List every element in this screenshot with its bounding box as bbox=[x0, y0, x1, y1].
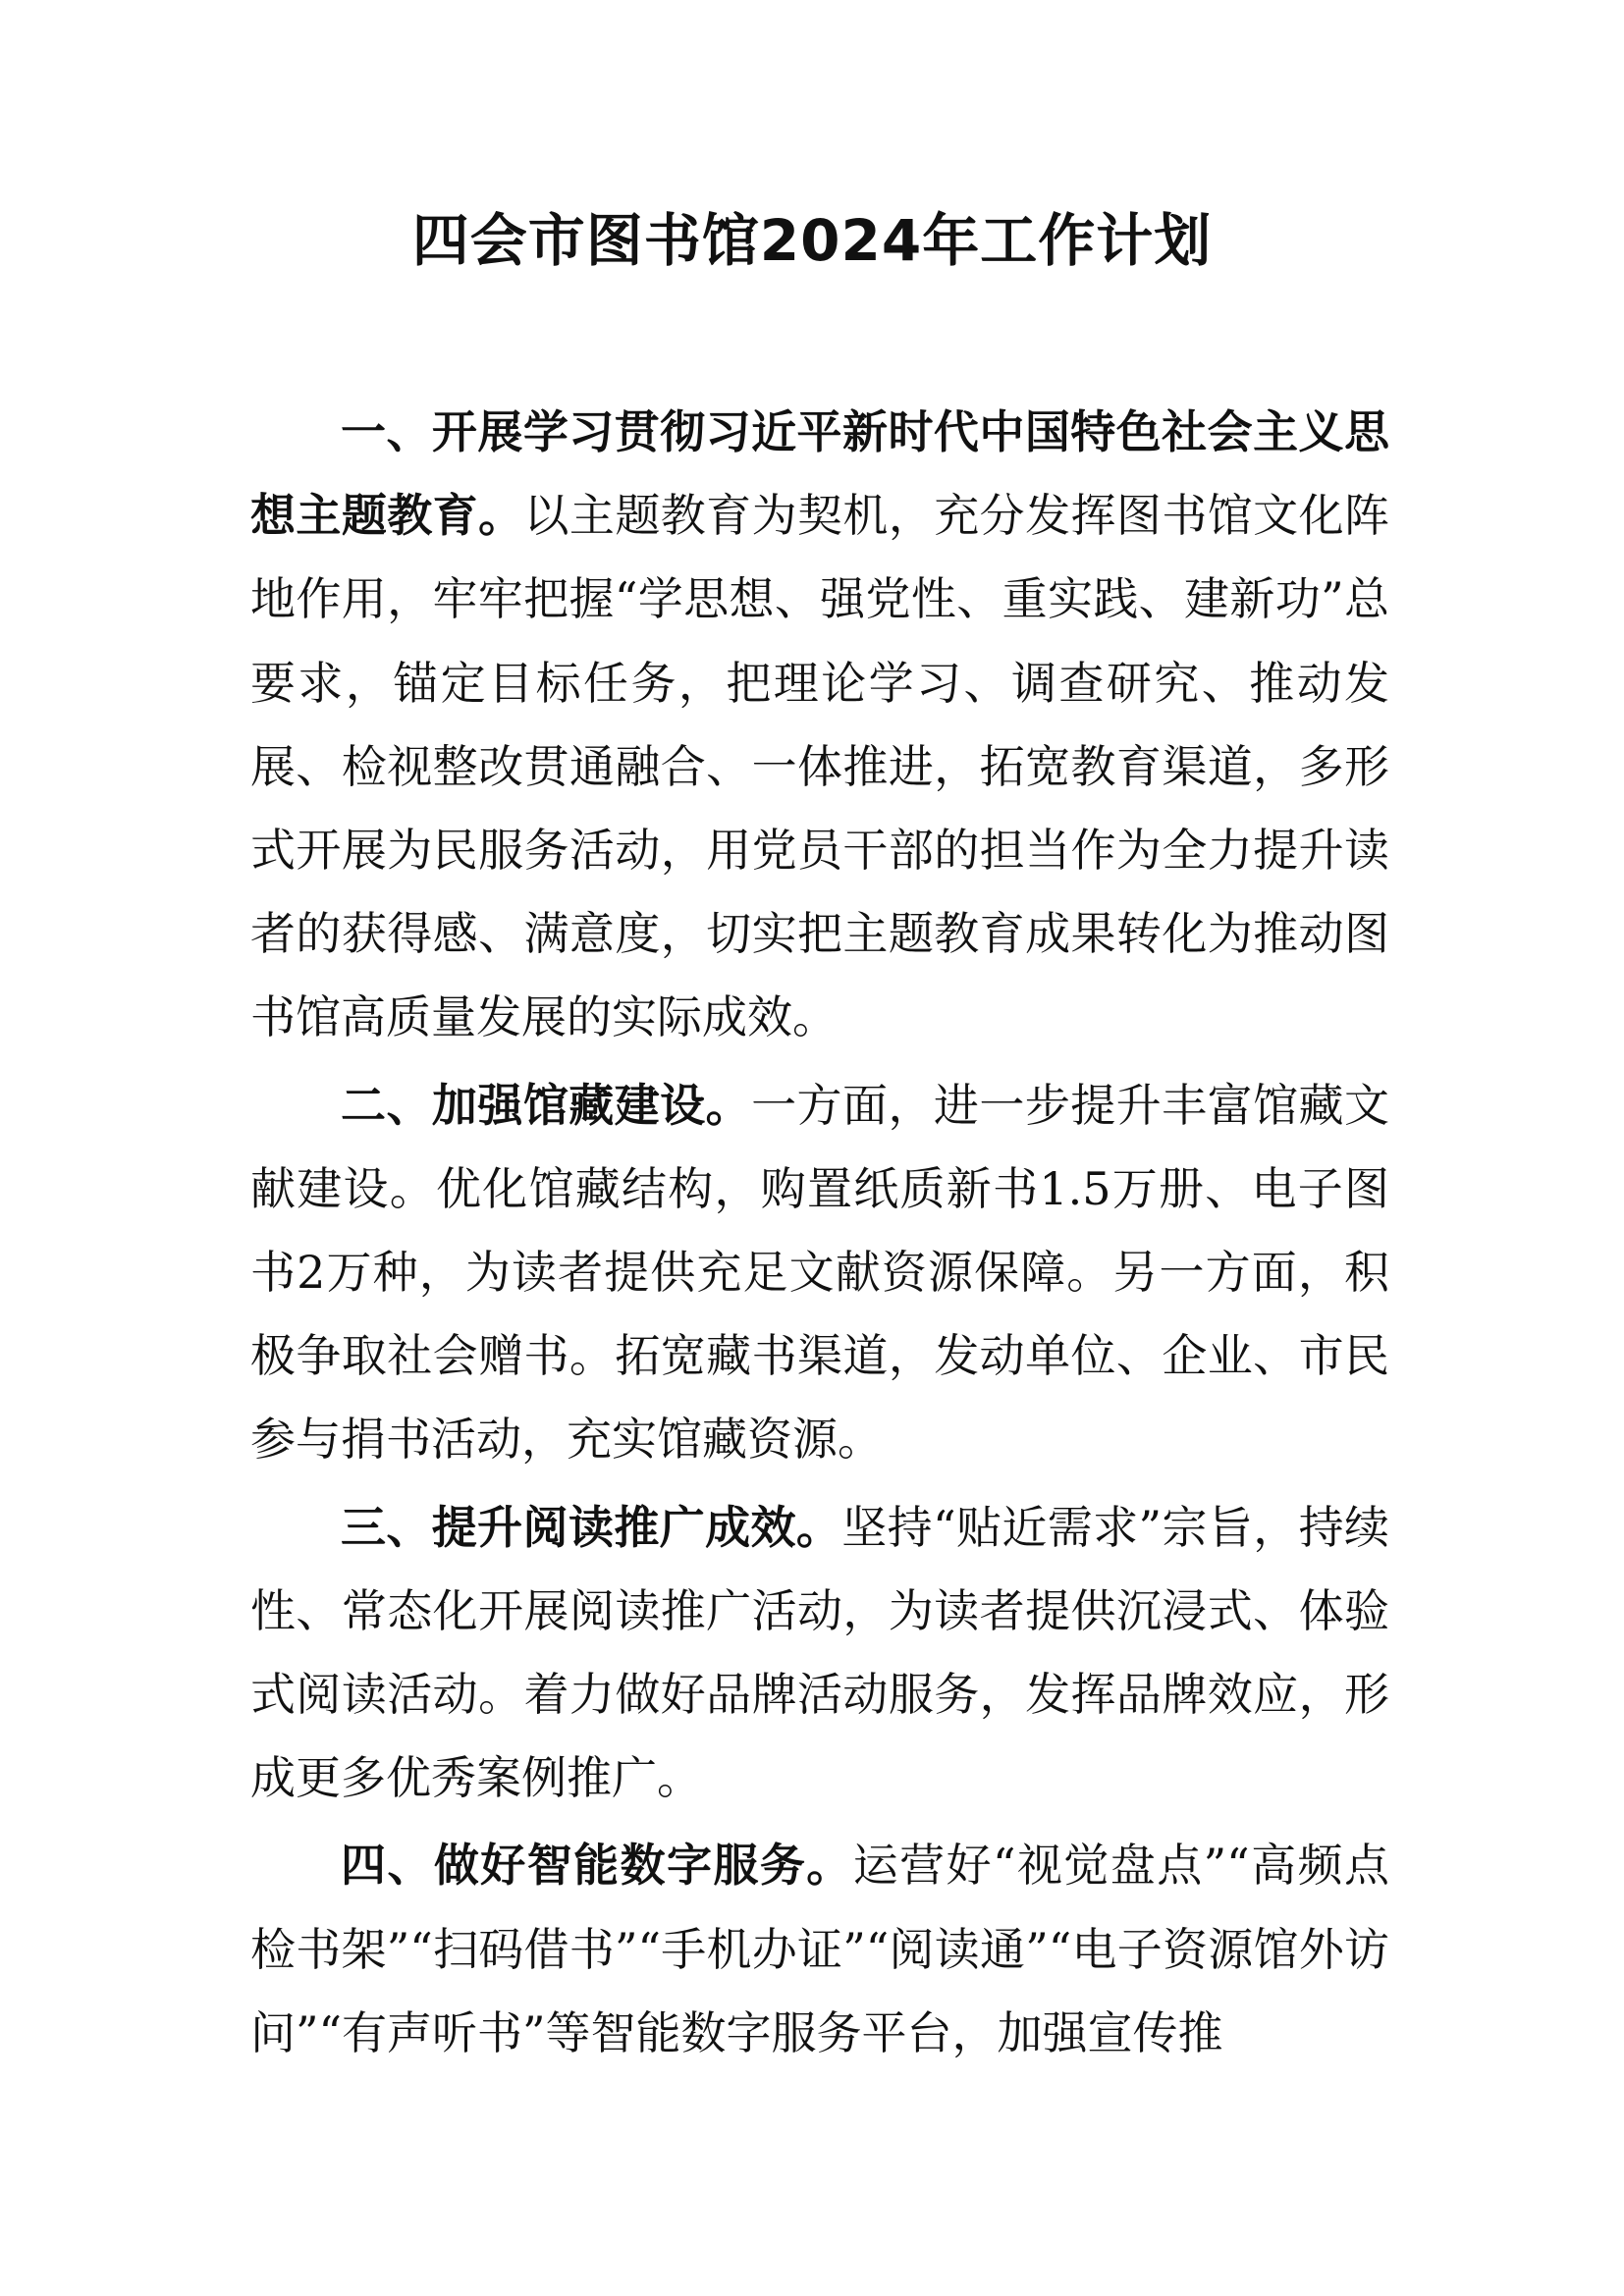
paragraph-3 bbox=[250, 1486, 1389, 1821]
paragraph-1-heading: 一、开展学习贯彻习近平新时代中国特色社会主义思想主题教育。 bbox=[250, 405, 1389, 543]
paragraph-2-text: 一方面，进一步提升丰富馆藏文献建设。优化馆藏结构，购置纸质新书1.5万册、电子图书2万种，为读者提供充足文献资源保障。另一方面，积极争取社会赠书。拓宽藏书渠道，发动单位、企业、市民参与捐书活动，充实馆藏资源。 bbox=[250, 1078, 1390, 1467]
document-body bbox=[250, 391, 1389, 2079]
paragraph-3-heading: 三、提升阅读推广成效。 bbox=[341, 1500, 842, 1554]
paragraph-3-text: 坚持“贴近需求”宗旨，持续性、常态化开展阅读推广活动，为读者提供沉浸式、体验式阅读活动。着力做好品牌活动服务，发挥品牌效应，形成更多优秀案例推广。 bbox=[250, 1500, 1390, 1805]
paragraph-1-text: 以主题教育为契机，充分发挥图书馆文化阵地作用，牢牢把握“学思想、强党性、重实践、建新功”总要求，锚定目标任务，把理论学习、调查研究、推动发展、检视整改贯通融合、一体推进，拓宽教育渠道，多形式开展为民服务活动，用党员干部的担当作为全力提升读者的获得感、满意度，切实把主题教育成果转化为推动图书馆高质量发展的实际成效。 bbox=[250, 489, 1390, 1044]
paragraph-4-text: 运营好“视觉盘点”“高频点检书架”“扫码借书”“手机办证”“阅读通”“电子资源馆外访问”“有声听书”等智能数字服务平台，加强宣传推 bbox=[250, 1839, 1389, 2059]
paragraph-4-heading: 四、做好智能数字服务。 bbox=[341, 1839, 853, 1893]
document-title: 四会市图书馆2024年工作计划 bbox=[411, 207, 1213, 274]
paragraph-2-heading: 二、加强馆藏建设。 bbox=[341, 1078, 752, 1132]
paragraph-4 bbox=[250, 1824, 1389, 2075]
paragraph-2 bbox=[250, 1064, 1389, 1482]
paragraph-1 bbox=[250, 391, 1389, 1060]
